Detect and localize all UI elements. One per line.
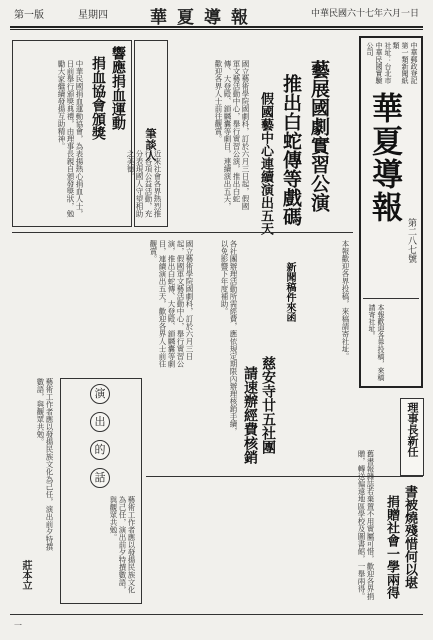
masthead-directory: 本報歡迎各界投稿，來稿請寄社址。 [368,304,385,381]
section-rule [12,232,353,233]
issue-number: 第二八七號 [406,218,416,263]
main-subheadline: 推出白蛇傳等戲碼 [280,74,302,226]
masthead-title: 華夏導報 [366,92,402,224]
essay-continued: 藝術工作者應以發揚民族文化為己任，演出前夕特撰數語，與觀眾共勉。 [36,378,54,551]
column-title: 筆談人 [144,128,157,161]
blood-donation-body: 中華民國捐血運動協會，為表揚熱心捐血人士，日前舉行頒獎典禮，由理事長親自頒發獎狀，勉勵大家繼續發揚互助精神。 [57,60,84,218]
running-title: 華夏導報 [150,8,258,28]
main-kicker: 假國藝中心連續演出五天 [258,92,273,235]
header-rule-thin [10,29,423,30]
weekday: 星期四 [78,10,108,21]
header-rule [10,26,423,28]
notice-body: 本報歡迎各界投稿，來稿請寄社址。 [341,240,350,360]
label-badge: 理事長新任 [406,402,419,457]
essay-title-char: 出 [90,412,110,432]
notice-headline: 新聞稿件來函 [284,262,295,322]
essay-body: 藝術工作者應以發揚民族文化為己任，演出前夕特撰數語，與觀眾共勉。 [109,496,136,594]
essay-author: 莊本立 [20,560,31,590]
publisher-note: 社址：台北市中華民國實驗公司 [366,42,392,84]
registration-note: 中華郵政登記第一類新聞紙類 [392,42,418,84]
masthead-divider [363,298,419,299]
blood-donation-subheadline: 捐血協會頒獎 [90,56,106,140]
essay-title-char: 演 [90,384,110,404]
bottom-article-body: 舊書報雜誌若棄置不用實屬可惜，歡迎各界捐贈，轉送偏遠地區學校及圖書館，一舉兩得。 [357,450,375,600]
masthead [359,36,423,388]
side-article-body: 各社團辦理活動所需經費，應依規定期限內辦理核銷手續，以免影響下年度補助。 [220,240,238,435]
side-headline: 慈安寺廿五社團 [260,356,276,454]
page-label: 第一版 [14,10,44,21]
column-body: 近來社會各界熱烈推行各項公益活動，充分表現國人守望相助之美德。 [126,150,162,218]
bottom-headline: 書被燒殘惜何以堪 [402,485,417,589]
corner-mark: 一 [14,621,22,630]
side-subheadline: 請速辦經費核銷 [242,366,258,464]
essay-title-char: 話 [90,468,110,488]
main-headline: 藝展國劇實習公演 [308,60,330,212]
bottom-section-rule [146,476,423,477]
footer-rule [10,614,423,615]
middle-article-body: 國立藝術學院國劇科，訂於六月三日起，假國軍文藝活動中心，舉行實習公演，推出白蛇傳、大登殿、鎖麟囊等劇目，連續演出五天，歡迎各界人士前往觀賞。 [149,240,194,368]
blood-donation-headline: 響應捐血運動 [110,46,126,130]
issue-date: 中華民國六十七年六月一日 [310,9,419,19]
main-article-body: 國立藝術學院國劇科，訂於六月三日起，假國軍文藝活動中心，舉行實習公演，推出白蛇傳、大登殿、鎖麟囊等劇目，連續演出五天，歡迎各界人士前往觀賞。 [214,60,250,210]
bottom-subheadline: 捐贈社會一學兩得 [384,495,399,599]
essay-title-char: 的 [90,440,110,460]
